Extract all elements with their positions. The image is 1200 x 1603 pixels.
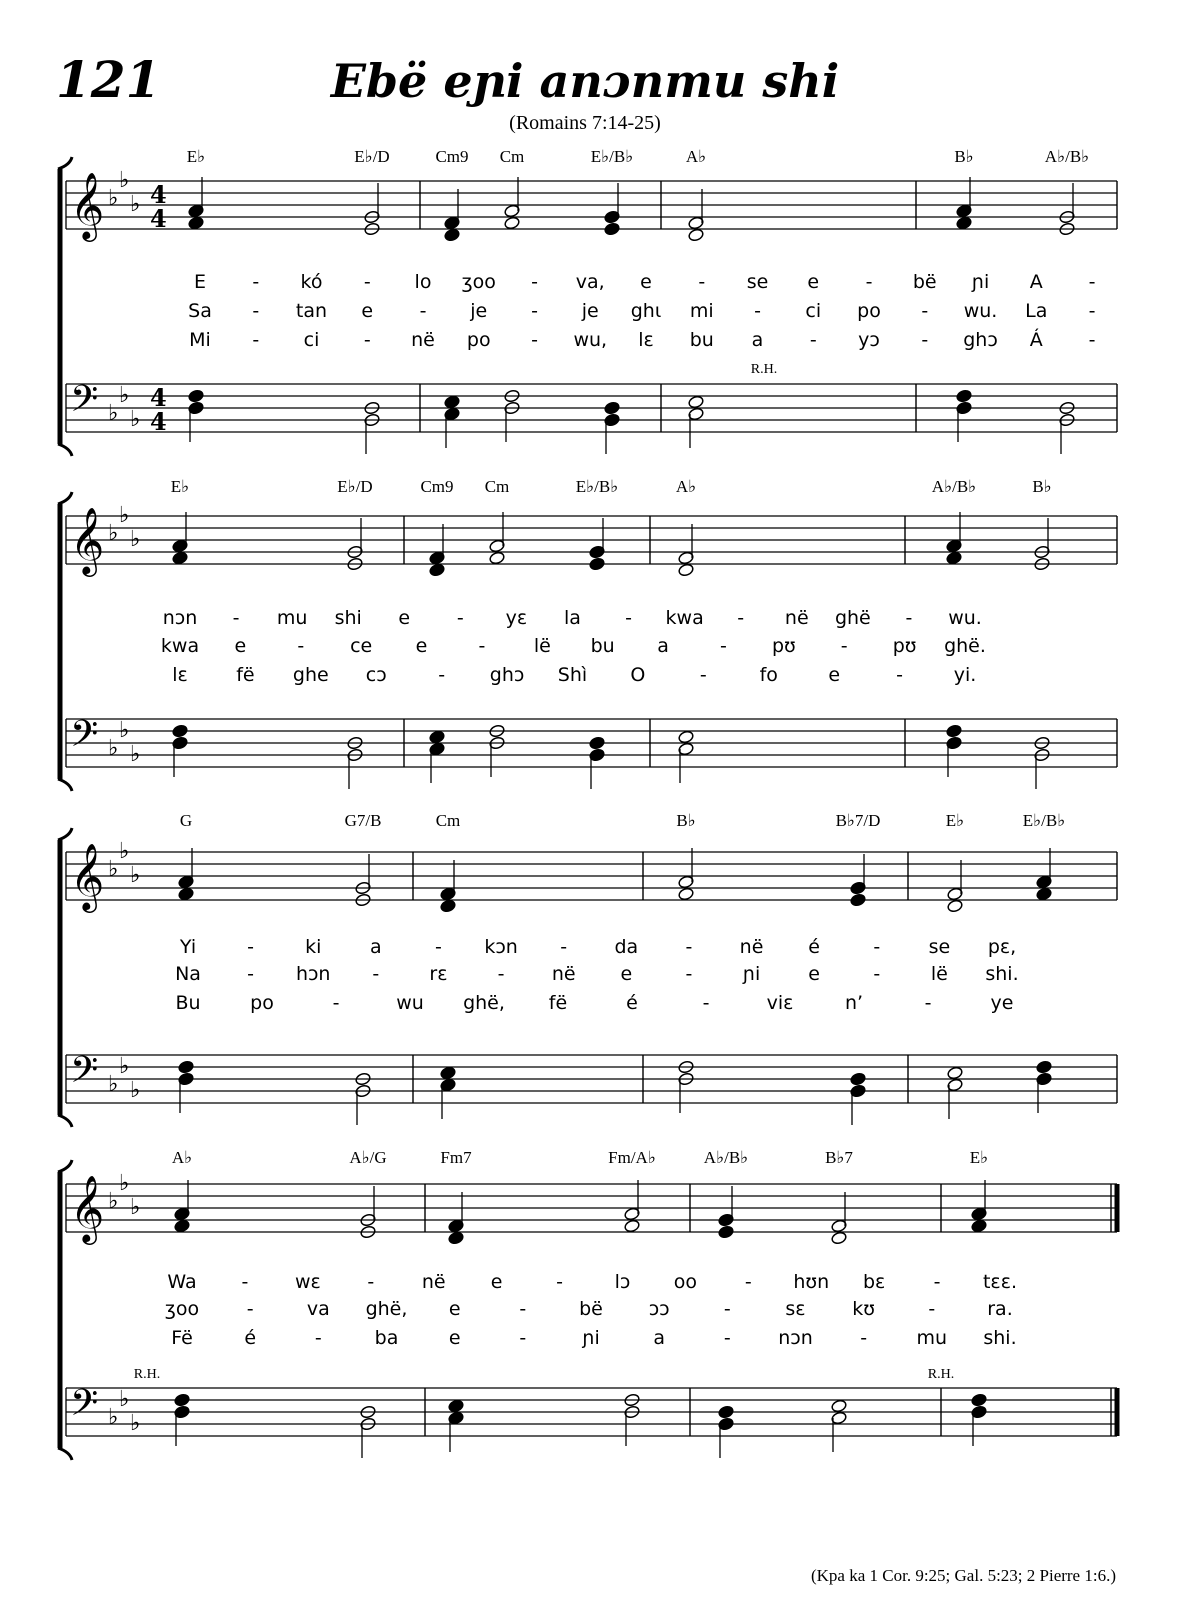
lyric-syllable-verse-3: e [828, 664, 841, 686]
lyric-syllable-verse-3: po [466, 329, 491, 351]
lyric-syllable-verse-1: kó [300, 271, 323, 293]
lyric-syllable-verse-1: wu. [948, 607, 982, 629]
chord-symbol: A♭/B♭ [703, 1148, 749, 1167]
lyric-syllable-verse-3: - [314, 1327, 322, 1349]
lyric-syllable-verse-2: lë [930, 963, 948, 985]
lyric-syllable-verse-1: - [625, 607, 633, 629]
lyric-syllable-verse-1: - [435, 936, 442, 958]
lyric-syllable-verse-2: wu. [963, 300, 998, 322]
chord-symbol: A♭/B♭ [1044, 147, 1090, 166]
lyric-syllable-verse-3: n’ [844, 992, 864, 1014]
bass-notehead [831, 1399, 848, 1413]
lyric-syllable-verse-1: se [928, 936, 951, 958]
lyric-syllable-verse-2: shi. [985, 963, 1019, 985]
lyric-syllable-verse-3: - [924, 992, 932, 1014]
chord-symbol: B♭ [1032, 477, 1052, 496]
lyric-syllable-verse-2: lë [533, 635, 551, 657]
lyric-syllable-verse-1: - [363, 271, 371, 293]
bass-notehead [440, 1066, 457, 1080]
chord-symbol: A♭ [171, 1148, 193, 1167]
bass-notehead [172, 724, 189, 738]
lyric-syllable-verse-2: - [754, 300, 761, 322]
lyric-syllable-verse-2: bu [590, 635, 615, 657]
treble-notehead [718, 1225, 735, 1239]
lyric-syllable-verse-3: wu [396, 992, 424, 1014]
bass-notehead [956, 389, 973, 403]
key-signature-flat-icon: ♭ [119, 383, 130, 408]
lyric-syllable-verse-2: pʊ [892, 635, 917, 657]
lyric-syllable-verse-1: - [241, 1271, 249, 1293]
lyric-syllable-verse-2: je [470, 300, 488, 322]
lyric-syllable-verse-3: - [723, 1327, 731, 1349]
lyric-syllable-verse-3: ba [374, 1327, 399, 1349]
lyric-syllable-verse-2: ghë, [365, 1298, 408, 1320]
lyric-syllable-verse-2: ʒoo [164, 1298, 200, 1320]
bass-notehead [448, 1399, 465, 1413]
chord-symbol: E♭ [186, 147, 206, 166]
chord-symbol: Cm9 [435, 147, 469, 166]
lyric-syllable-verse-3: - [438, 664, 446, 686]
key-signature-flat-icon: ♭ [119, 1054, 130, 1079]
treble-clef-icon: 𝄞 [70, 1174, 105, 1242]
lyric-syllable-verse-3: Á [1029, 329, 1043, 351]
lyric-syllable-verse-2: - [1088, 300, 1096, 322]
key-signature-flat-icon: ♭ [130, 863, 141, 888]
lyric-syllable-verse-2: - [247, 963, 255, 985]
lyric-syllable-verse-1: Wa [167, 1271, 197, 1293]
time-signature-numerator: 4 [150, 180, 167, 209]
lyric-syllable-verse-1: ʒoo [461, 271, 496, 293]
chord-symbol: E♭/D [354, 147, 390, 166]
lyric-syllable-verse-3: lɛ [638, 329, 654, 351]
lyric-syllable-verse-1: - [556, 1271, 563, 1293]
cross-references: (Kpa ka 1 Cor. 9:25; Gal. 5:23; 2 Pierre 1:6.) [810, 1566, 1116, 1585]
bass-clef-icon: 𝄢 [70, 713, 99, 764]
lyric-syllable-verse-2: e [808, 963, 821, 985]
system-bracket-bottom [58, 1115, 72, 1127]
lyric-syllable-verse-3: shi. [983, 1327, 1017, 1349]
lyric-syllable-verse-3: ghɔ [963, 329, 998, 351]
key-signature-flat-icon: ♭ [119, 1171, 130, 1196]
lyric-syllable-verse-2: e [415, 635, 428, 657]
lyric-syllable-verse-3: - [896, 664, 904, 686]
treble-notehead [850, 893, 867, 907]
treble-clef-icon: 𝄞 [70, 506, 105, 574]
lyric-syllable-verse-2: va [306, 1298, 330, 1320]
lyric-syllable-verse-1: ghë [834, 607, 871, 629]
lyric-syllable-verse-2: Na [175, 963, 201, 985]
bass-notehead [850, 1072, 867, 1086]
key-signature-flat-icon: ♭ [119, 503, 130, 528]
lyric-syllable-verse-3: - [519, 1327, 527, 1349]
lyric-syllable-verse-3: fë [236, 664, 255, 686]
lyric-syllable-verse-1: shi [334, 607, 362, 629]
lyric-syllable-verse-2: - [873, 963, 881, 985]
key-signature-flat-icon: ♭ [108, 186, 119, 211]
key-signature-flat-icon: ♭ [119, 839, 130, 864]
lyric-syllable-verse-3: ghe [292, 664, 329, 686]
right-hand-marking: R.H. [927, 1367, 955, 1382]
bass-notehead [174, 1393, 191, 1407]
lyric-syllable-verse-3: Shì [557, 664, 588, 686]
bass-notehead [589, 736, 606, 750]
key-signature-flat-icon: ♭ [108, 1072, 119, 1097]
lyric-syllable-verse-2: - [685, 963, 693, 985]
lyric-syllable-verse-3: - [702, 992, 710, 1014]
key-signature-flat-icon: ♭ [108, 1189, 119, 1214]
lyric-syllable-verse-3: O [630, 664, 646, 686]
lyric-syllable-verse-1: A [1029, 271, 1043, 293]
lyric-syllable-verse-3: - [252, 329, 260, 351]
lyric-syllable-verse-1: - [531, 271, 538, 293]
lyric-syllable-verse-2: ghë. [944, 635, 986, 657]
lyric-syllable-verse-3: - [363, 329, 371, 351]
lyric-syllable-verse-3: yi. [953, 664, 977, 686]
lyric-syllable-verse-3: Mi [189, 329, 211, 351]
lyric-syllable-verse-3: é [244, 1327, 257, 1349]
lyric-syllable-verse-3: fë [548, 992, 568, 1014]
system-bracket-bottom [58, 444, 72, 456]
lyric-syllable-verse-2: - [921, 300, 929, 322]
lyric-syllable-verse-1: në [784, 607, 809, 629]
lyric-syllable-verse-3: cɔ [365, 664, 387, 686]
system-bracket-top [58, 492, 72, 504]
lyric-syllable-verse-2: - [372, 963, 380, 985]
lyric-syllable-verse-2: - [246, 1298, 254, 1320]
lyric-syllable-verse-2: mi [689, 300, 714, 322]
treble-notehead [589, 557, 606, 571]
chord-symbol: B♭ [954, 147, 974, 166]
lyric-syllable-verse-3: Fë [171, 1327, 193, 1349]
treble-notehead [429, 563, 446, 577]
treble-notehead [440, 899, 457, 913]
lyric-syllable-verse-2: ce [350, 635, 373, 657]
lyric-syllable-verse-1: - [744, 1271, 752, 1293]
lyric-syllable-verse-1: yɛ [505, 607, 528, 629]
lyric-syllable-verse-3: fo [759, 664, 778, 686]
system-bracket-top [58, 1160, 72, 1172]
lyric-syllable-verse-2: La [1025, 300, 1048, 322]
lyric-syllable-verse-1: kwa [665, 607, 704, 629]
bass-notehead [971, 1393, 988, 1407]
chord-symbol: E♭ [945, 811, 965, 830]
key-signature-flat-icon: ♭ [108, 736, 119, 761]
lyric-syllable-verse-2: bë [579, 1298, 603, 1320]
lyric-syllable-verse-2: rɛ [429, 963, 448, 985]
treble-clef-icon: 𝄞 [70, 171, 105, 239]
lyric-syllable-verse-3: ghë, [463, 992, 505, 1014]
key-signature-flat-icon: ♭ [130, 1078, 141, 1103]
key-signature-flat-icon: ♭ [130, 1411, 141, 1436]
chord-symbol: E♭/B♭ [590, 147, 634, 166]
bass-notehead [718, 1405, 735, 1419]
lyric-syllable-verse-2: - [723, 1298, 731, 1320]
bass-notehead [429, 730, 446, 744]
chord-symbol: E♭/D [337, 477, 373, 496]
lyric-syllable-verse-3: ghɔ [489, 664, 525, 686]
chord-symbol: Cm [484, 477, 510, 496]
lyric-syllable-verse-3: a [751, 329, 764, 351]
lyric-syllable-verse-2: e [620, 963, 633, 985]
lyric-syllable-verse-2: sɛ [785, 1298, 806, 1320]
time-signature-denominator: 4 [150, 204, 167, 233]
right-hand-marking: R.H. [750, 362, 778, 377]
lyric-syllable-verse-1: la [564, 607, 581, 629]
lyric-syllable-verse-1: e [807, 271, 820, 293]
lyric-syllable-verse-1: mu [276, 607, 308, 629]
lyric-syllable-verse-2: po [857, 300, 881, 322]
lyric-syllable-verse-1: lo [414, 271, 432, 293]
treble-notehead [604, 222, 621, 236]
bass-notehead [678, 730, 695, 744]
treble-notehead [504, 216, 521, 230]
treble-notehead [946, 551, 963, 565]
lyric-syllable-verse-2: a [657, 635, 669, 657]
lyric-syllable-verse-1: e [640, 271, 652, 293]
bass-notehead [688, 395, 705, 409]
lyric-syllable-verse-1: kɔn [484, 936, 518, 958]
lyric-syllable-verse-2: pʊ [771, 635, 796, 657]
lyric-syllable-verse-2: - [252, 300, 260, 322]
bass-notehead [178, 1060, 195, 1074]
lyric-syllable-verse-3: a [653, 1327, 665, 1349]
treble-notehead [956, 216, 973, 230]
lyric-syllable-verse-2: hɔn [295, 963, 331, 985]
lyric-syllable-verse-3: - [860, 1327, 868, 1349]
lyric-syllable-verse-1: wɛ [294, 1271, 321, 1293]
chord-symbol: Cm9 [420, 477, 454, 496]
bass-clef-icon: 𝄢 [70, 1382, 99, 1433]
lyric-syllable-verse-2: ci [805, 300, 822, 322]
lyric-syllable-verse-3: në [411, 329, 435, 351]
lyric-syllable-verse-3: é [626, 992, 638, 1014]
lyric-syllable-verse-3: - [699, 664, 707, 686]
treble-notehead [971, 1219, 988, 1233]
lyric-syllable-verse-3: ɲi [582, 1327, 600, 1349]
lyric-syllable-verse-2: - [497, 963, 505, 985]
treble-notehead [947, 899, 964, 913]
lyric-syllable-verse-3: - [809, 329, 817, 351]
lyric-syllable-verse-1: - [737, 607, 745, 629]
lyric-syllable-verse-3: Bu [175, 992, 201, 1014]
lyric-syllable-verse-2: ghɩ [630, 300, 662, 322]
lyric-syllable-verse-1: lɔ [614, 1271, 631, 1293]
lyric-syllable-verse-1: - [247, 936, 255, 958]
lyric-syllable-verse-1: - [456, 607, 464, 629]
lyric-syllable-verse-3: - [332, 992, 340, 1014]
chord-symbol: A♭/G [349, 1148, 387, 1167]
lyric-syllable-verse-3: e [448, 1327, 461, 1349]
lyric-syllable-verse-1: - [232, 607, 240, 629]
lyric-syllable-verse-2: - [478, 635, 486, 657]
chord-symbol: G7/B [344, 811, 382, 830]
lyric-syllable-verse-1: bɛ [862, 1271, 886, 1293]
lyric-syllable-verse-1: - [1088, 271, 1096, 293]
lyric-syllable-verse-1: e [490, 1271, 503, 1293]
right-hand-marking: R.H. [133, 1367, 161, 1382]
bass-notehead [947, 1066, 964, 1080]
time-signature-numerator: 4 [150, 383, 167, 412]
lyric-syllable-verse-2: Sa [188, 300, 212, 322]
lyric-syllable-verse-3: ci [303, 329, 320, 351]
hymn-title: Ebë eɲi anɔnmu shi [330, 54, 840, 108]
chord-symbol: E♭ [969, 1148, 989, 1167]
lyric-syllable-verse-2: kwa [160, 635, 200, 657]
lyric-syllable-verse-1: - [865, 271, 873, 293]
lyric-syllable-verse-1: nɔn [162, 607, 198, 629]
key-signature-flat-icon: ♭ [130, 1195, 141, 1220]
lyric-syllable-verse-3: wu, [573, 329, 608, 351]
lyric-syllable-verse-2: në [551, 963, 576, 985]
chord-symbol: A♭ [675, 477, 697, 496]
bass-clef-icon: 𝄢 [70, 1049, 99, 1100]
key-signature-flat-icon: ♭ [119, 718, 130, 743]
lyric-syllable-verse-1: - [905, 607, 913, 629]
chord-symbol: Cm [435, 811, 461, 830]
lyric-syllable-verse-1: E [193, 271, 207, 293]
key-signature-flat-icon: ♭ [119, 1387, 130, 1412]
lyric-syllable-verse-1: hʊn [793, 1271, 830, 1293]
treble-notehead [178, 887, 195, 901]
treble-notehead [831, 1231, 848, 1245]
bass-notehead [444, 395, 461, 409]
lyric-syllable-verse-1: - [873, 936, 881, 958]
lyric-syllable-verse-1: Yi [179, 936, 197, 958]
lyric-syllable-verse-2: tan [295, 300, 328, 322]
key-signature-flat-icon: ♭ [130, 742, 141, 767]
chord-symbol: B♭ [676, 811, 696, 830]
system-bracket-bottom [58, 1448, 72, 1460]
lyric-syllable-verse-1: pɛ, [987, 936, 1017, 958]
lyric-syllable-verse-3: ye [990, 992, 1014, 1014]
lyric-syllable-verse-1: ɲi [971, 271, 990, 293]
lyric-syllable-verse-3: mu [916, 1327, 948, 1349]
chord-symbol: Fm/A♭ [608, 1148, 656, 1167]
chord-symbol: A♭/B♭ [931, 477, 977, 496]
time-signature-denominator: 4 [150, 407, 167, 436]
lyric-syllable-verse-1: - [560, 936, 568, 958]
lyric-syllable-verse-3: yɔ [858, 329, 880, 351]
bass-notehead [188, 389, 205, 403]
lyric-syllable-verse-3: - [921, 329, 929, 351]
treble-notehead [444, 228, 461, 242]
key-signature-flat-icon: ♭ [130, 527, 141, 552]
lyric-syllable-verse-1: - [698, 271, 706, 293]
treble-notehead [678, 563, 695, 577]
lyric-syllable-verse-1: oo [673, 1271, 698, 1293]
lyric-syllable-verse-1: ki [305, 936, 322, 958]
treble-notehead [172, 551, 189, 565]
lyric-syllable-verse-2: - [297, 635, 305, 657]
lyric-syllable-verse-1: tɛɛ. [982, 1271, 1018, 1293]
lyric-syllable-verse-3: lɛ [172, 664, 188, 686]
lyric-syllable-verse-1: në [421, 1271, 446, 1293]
chord-symbol: E♭ [170, 477, 190, 496]
treble-notehead [448, 1231, 465, 1245]
treble-notehead [174, 1219, 191, 1233]
treble-notehead [624, 1219, 641, 1233]
lyric-syllable-verse-2: e [361, 300, 374, 322]
key-signature-flat-icon: ♭ [130, 192, 141, 217]
lyric-syllable-verse-1: va, [575, 271, 605, 293]
bass-notehead [1036, 1060, 1053, 1074]
key-signature-flat-icon: ♭ [130, 407, 141, 432]
lyric-syllable-verse-1: é [808, 936, 821, 958]
lyric-syllable-verse-3: viɛ [766, 992, 794, 1014]
lyric-syllable-verse-3: po [250, 992, 274, 1014]
treble-notehead [188, 216, 205, 230]
lyric-syllable-verse-1: e [398, 607, 411, 629]
chord-symbol: B♭7 [825, 1148, 853, 1167]
lyric-syllable-verse-2: kʊ [852, 1298, 876, 1320]
lyric-syllable-verse-1: bë [912, 271, 937, 293]
lyric-syllable-verse-3: - [531, 329, 538, 351]
system-bracket-top [58, 828, 72, 840]
treble-notehead [489, 551, 506, 565]
hymn-number: 121 [56, 50, 161, 109]
key-signature-flat-icon: ♭ [119, 168, 130, 193]
lyric-syllable-verse-2: - [519, 1298, 527, 1320]
lyric-syllable-verse-2: e [448, 1298, 461, 1320]
lyric-syllable-verse-1: da [614, 936, 639, 958]
lyric-syllable-verse-1: në [739, 936, 764, 958]
system-bracket-bottom [58, 779, 72, 791]
chord-symbol: E♭/B♭ [575, 477, 619, 496]
lyric-syllable-verse-3: - [1088, 329, 1096, 351]
chord-symbol: Cm [499, 147, 525, 166]
system-bracket-top [58, 157, 72, 169]
lyric-syllable-verse-2: - [928, 1298, 936, 1320]
lyric-syllable-verse-2: - [720, 635, 727, 657]
lyric-syllable-verse-2: ɔɔ [648, 1298, 670, 1320]
key-signature-flat-icon: ♭ [108, 1405, 119, 1430]
treble-notehead [1036, 887, 1053, 901]
chord-symbol: G [179, 811, 193, 830]
lyric-syllable-verse-3: bu [689, 329, 714, 351]
lyric-syllable-verse-1: - [933, 1271, 941, 1293]
treble-notehead [678, 887, 695, 901]
lyric-syllable-verse-1: - [367, 1271, 375, 1293]
chord-symbol: Fm7 [440, 1148, 472, 1167]
lyric-syllable-verse-2: ra. [987, 1298, 1013, 1320]
lyric-syllable-verse-1: se [746, 271, 769, 293]
lyric-syllable-verse-2: - [419, 300, 427, 322]
lyric-syllable-verse-2: - [531, 300, 538, 322]
lyric-syllable-verse-3: nɔn [778, 1327, 813, 1349]
key-signature-flat-icon: ♭ [108, 521, 119, 546]
chord-symbol: A♭ [685, 147, 707, 166]
chord-symbol: E♭/B♭ [1022, 811, 1066, 830]
lyric-syllable-verse-2: e [234, 635, 247, 657]
lyric-syllable-verse-2: ɲi [742, 963, 761, 985]
treble-clef-icon: 𝄞 [70, 842, 105, 910]
bass-clef-icon: 𝄢 [70, 378, 99, 429]
lyric-syllable-verse-1: - [252, 271, 260, 293]
key-signature-flat-icon: ♭ [108, 401, 119, 426]
scripture-reference: (Romains 7:14-25) [509, 112, 661, 134]
lyric-syllable-verse-1: a [370, 936, 382, 958]
lyric-syllable-verse-2: je [581, 300, 599, 322]
lyric-syllable-verse-1: - [685, 936, 693, 958]
bass-notehead [604, 401, 621, 415]
chord-symbol: B♭7/D [835, 811, 881, 830]
treble-notehead [688, 228, 705, 242]
key-signature-flat-icon: ♭ [108, 857, 119, 882]
lyric-syllable-verse-2: - [840, 635, 848, 657]
bass-notehead [946, 724, 963, 738]
